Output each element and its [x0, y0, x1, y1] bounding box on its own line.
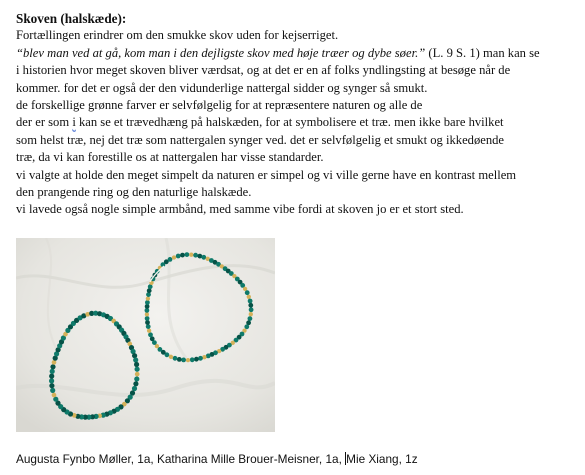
- green-bead: [50, 388, 55, 393]
- green-bead: [245, 290, 250, 295]
- green-bead: [248, 299, 253, 304]
- green-bead: [194, 357, 199, 362]
- green-bead: [145, 320, 150, 325]
- gold-bead: [169, 355, 173, 359]
- text-fragment: der er som: [16, 115, 73, 130]
- paragraph-line: den prangende ring og den naturlige halskæde.: [16, 185, 252, 200]
- gold-bead: [146, 296, 150, 300]
- paragraph-line: vi lavede også nogle simple armbånd, med samme vibe fordi at skoven jo er et stort sted.: [16, 202, 464, 217]
- paragraph-line: de forskellige grønne farver er selvfølgelig for at repræsentere naturen og alle de: [16, 98, 423, 113]
- green-bead: [133, 381, 138, 386]
- gold-bead: [249, 312, 253, 316]
- gold-bead: [186, 358, 190, 362]
- text-fragment: historien hvor meget skoven bliver værdsat, og at det er en af folks yndlingsting at besøge når de: [19, 63, 511, 78]
- green-bead: [185, 252, 190, 257]
- text-fragment: kan se et trævedhæng på halskæden, for at symbolisere et træ. men ikke bare hvilket: [75, 115, 504, 130]
- green-bead: [53, 397, 58, 402]
- green-bead: [180, 253, 185, 258]
- spellcheck-marked-word: i: [72, 115, 76, 130]
- green-bead: [244, 324, 249, 329]
- green-bead: [249, 307, 254, 312]
- quote-text: “blev man ved at gå, kom man i den dejligste skov med høje træer og dybe søer.”: [16, 45, 426, 60]
- green-bead: [147, 288, 152, 293]
- paragraph-line: som helst træ, nej det træ som nattergalen synger ved. det er selvfølgelig et smukt og ikkedøende: [16, 132, 505, 147]
- paragraph-line: vi valgte at holde den meget simpelt da naturen er simpel og vi ville gerne have en kontrast mellem: [16, 167, 517, 182]
- text-fragment: i: [16, 63, 20, 78]
- green-bead: [133, 357, 138, 362]
- green-bead: [198, 356, 203, 361]
- paragraph-line: træ, da vi kan forestille os at nattergalen har visse standarder.: [16, 150, 324, 165]
- green-bead: [173, 356, 178, 361]
- green-bead: [201, 255, 206, 260]
- green-bead: [168, 257, 173, 262]
- green-bead: [248, 316, 253, 321]
- author-byline: [16, 452, 418, 466]
- green-bead: [145, 316, 150, 321]
- green-bead: [135, 367, 140, 372]
- bracelets-photo: [16, 238, 275, 432]
- gold-bead: [147, 329, 151, 333]
- gold-bead: [189, 253, 193, 257]
- gold-bead: [52, 393, 57, 398]
- green-bead: [50, 364, 55, 369]
- byline-text: Augusta Fynbo Møller, 1a, Katharina Mille Brouer-Meisner, 1a,: [16, 452, 346, 466]
- paragraph-line: Fortællingen erindrer om den smukke skov uden for kejserriget.: [16, 28, 339, 43]
- green-bead: [132, 386, 137, 391]
- green-bead: [148, 332, 153, 337]
- paragraph-line: [16, 62, 576, 79]
- paragraph-line: [16, 45, 576, 62]
- green-bead: [177, 357, 182, 362]
- document-title: Skoven (halskæde):: [16, 11, 127, 26]
- byline-text: Mie Xiang, 1z: [346, 452, 418, 466]
- green-bead: [49, 378, 54, 383]
- green-bead: [134, 362, 139, 367]
- green-bead: [146, 324, 151, 329]
- document-body: [16, 10, 576, 219]
- green-bead: [49, 374, 54, 379]
- gold-bead: [135, 372, 140, 377]
- green-bead: [176, 254, 181, 259]
- green-bead: [193, 253, 198, 258]
- paragraph-line: [16, 114, 576, 131]
- bracelets-photo-icon: [16, 238, 275, 432]
- green-bead: [248, 303, 253, 308]
- gold-bead: [202, 355, 206, 359]
- green-bead: [49, 383, 54, 388]
- green-bead: [145, 300, 150, 305]
- green-bead: [181, 358, 186, 363]
- green-bead: [134, 376, 139, 381]
- gold-bead: [247, 295, 251, 299]
- paragraph-line: kommer. for det er også der den vidunderlige nattergal sidder og synger så smukt.: [16, 80, 428, 95]
- green-bead: [148, 284, 153, 289]
- green-bead: [190, 357, 195, 362]
- gold-bead: [52, 360, 57, 365]
- green-bead: [50, 369, 55, 374]
- gold-bead: [172, 255, 176, 259]
- citation-text: (L. 9 S. 1) man kan se: [425, 45, 540, 60]
- gold-bead: [145, 312, 149, 316]
